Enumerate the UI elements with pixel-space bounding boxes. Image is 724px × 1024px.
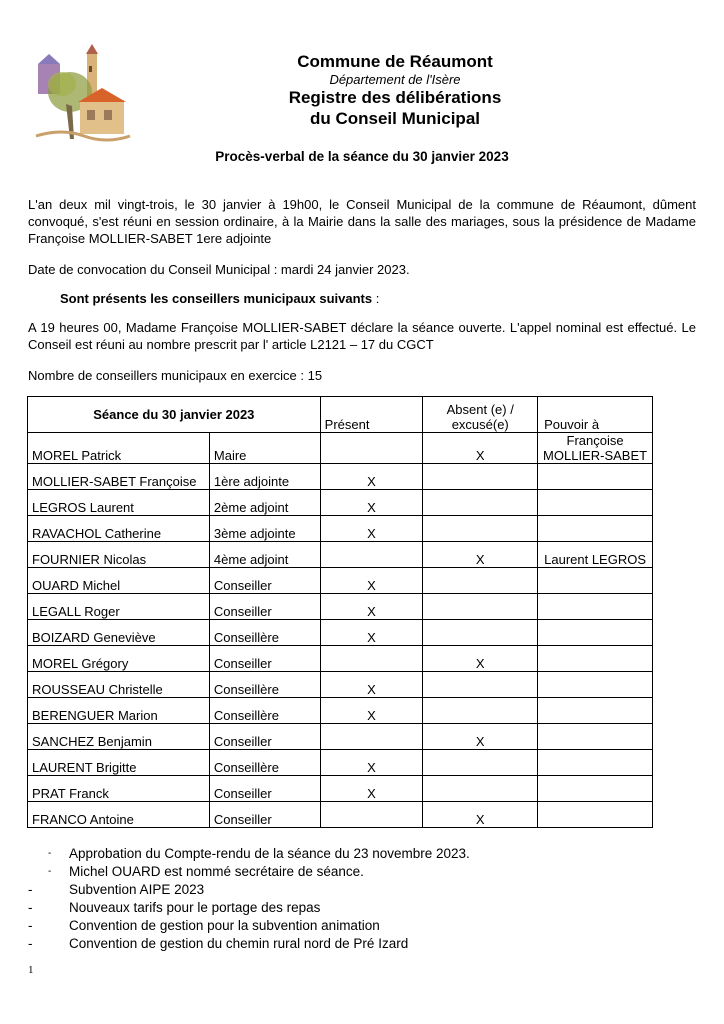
attendance-table [27,396,653,828]
header-absent [423,397,538,433]
agenda-bullet: - [28,882,33,897]
member-role: 3ème adjointe [209,516,320,542]
member-name: FOURNIER Nicolas [28,542,210,568]
presents-heading [60,290,724,307]
member-name: BERENGUER Marion [28,698,210,724]
header-seance: Séance du 30 janvier 2023 [28,397,321,433]
member-role: Conseiller [209,776,320,802]
document-header [240,52,550,129]
departement-name: Département de l'Isère [329,72,461,87]
present-mark: X [320,594,423,620]
absent-mark: X [423,724,538,750]
table-row [28,620,653,646]
pouvoir-to [538,568,653,594]
pouvoir-to [538,776,653,802]
agenda-bullet: - [48,848,52,859]
absent-mark [423,750,538,776]
pouvoir-to [538,464,653,490]
agenda-bullet: - [48,866,52,877]
table-row [28,698,653,724]
agenda-list [28,845,470,953]
present-mark [320,802,423,828]
table-row [28,802,653,828]
member-name: ROUSSEAU Christelle [28,672,210,698]
table-row [28,672,653,698]
convocation-date: Date de convocation du Conseil Municipal : mardi 24 janvier 2023. [28,262,410,277]
table-row [28,750,653,776]
present-mark: X [320,672,423,698]
absent-mark: X [423,542,538,568]
member-role: Conseillère [209,750,320,776]
header-present: Présent [320,397,423,433]
pouvoir-to [538,490,653,516]
table-row [28,490,653,516]
agenda-text: Subvention AIPE 2023 [69,882,205,897]
pouvoir-to [538,724,653,750]
member-role: 2ème adjoint [209,490,320,516]
agenda-text: Nouveaux tarifs pour le portage des repas [69,900,321,915]
member-role: 4ème adjoint [209,542,320,568]
member-role: Conseiller [209,568,320,594]
present-mark [320,433,423,464]
member-role: Conseillère [209,698,320,724]
pouvoir-to [538,646,653,672]
member-name: LEGALL Roger [28,594,210,620]
table-row [28,464,653,490]
present-mark [320,542,423,568]
agenda-item [28,863,470,881]
table-row [28,433,653,464]
agenda-text: Convention de gestion du chemin rural nord de Pré Izard [69,936,409,951]
commune-name: Commune de Réaumont [297,52,493,71]
pouvoir-to [538,594,653,620]
absent-mark [423,568,538,594]
pouvoir-to: Françoise MOLLIER-SABET [538,433,653,464]
agenda-bullet: - [28,900,33,915]
pouvoir-to [538,802,653,828]
agenda-bullet: - [28,936,33,951]
member-name: BOIZARD Geneviève [28,620,210,646]
member-name: RAVACHOL Catherine [28,516,210,542]
absent-mark [423,672,538,698]
table-header-row [28,397,653,433]
present-mark: X [320,776,423,802]
member-role: Conseiller [209,646,320,672]
member-role: Conseillère [209,620,320,646]
presents-label: Sont présents les conseillers municipaux suivants [60,291,373,306]
member-role: Conseiller [209,724,320,750]
agenda-text: Approbation du Compte-rendu de la séance du 23 novembre 2023. [69,846,470,861]
member-role: Conseiller [209,594,320,620]
member-name: MOREL Patrick [28,433,210,464]
table-row [28,542,653,568]
table-row [28,776,653,802]
present-mark: X [320,516,423,542]
pouvoir-to [538,620,653,646]
table-row [28,594,653,620]
registre-title-line2: du Conseil Municipal [309,109,480,128]
absent-mark: X [423,802,538,828]
page-number: 1 [28,964,34,976]
table-row [28,516,653,542]
present-mark: X [320,620,423,646]
absent-mark [423,776,538,802]
member-role: Maire [209,433,320,464]
absent-mark [423,594,538,620]
member-name: MOREL Grégory [28,646,210,672]
absent-mark [423,698,538,724]
pouvoir-to: Laurent LEGROS [538,542,653,568]
agenda-text: Michel OUARD est nommé secrétaire de séance. [69,864,364,879]
member-role: Conseiller [209,802,320,828]
absent-mark [423,516,538,542]
header-absent-l1: Absent (e) / [446,402,514,417]
nombre-conseillers: Nombre de conseillers municipaux en exercice : 15 [28,368,323,383]
registre-title-line1: Registre des délibérations [288,88,502,107]
member-name: SANCHEZ Benjamin [28,724,210,750]
pouvoir-to [538,516,653,542]
agenda-item [28,917,470,935]
member-role: 1ère adjointe [209,464,320,490]
table-row [28,646,653,672]
member-name: LEGROS Laurent [28,490,210,516]
table-row [28,568,653,594]
agenda-item [28,899,470,917]
table-row [28,724,653,750]
pouvoir-to [538,698,653,724]
header-absent-l2: excusé(e) [451,417,509,432]
present-mark: X [320,698,423,724]
present-mark [320,724,423,750]
ouverture-paragraph: A 19 heures 00, Madame Françoise MOLLIER-SABET déclare la séance ouverte. L'appel nominal est effectué. Le Conseil est réuni au nombre prescrit par l' article L2121 – 17 du CGCT [28,320,696,352]
village-watercolor-logo [32,44,132,144]
presents-colon: : [372,291,380,306]
member-name: OUARD Michel [28,568,210,594]
intro-paragraph: L'an deux mil vingt-trois, le 30 janvier à 19h00, le Conseil Municipal de la commune de Réaumont, dûment convoqué, s'est réuni en session ordinaire, à la Mairie dans la salle des mariages, sous la présidence de Madame Françoise MOLLIER-SABET 1ere adjointe [28,197,696,246]
agenda-item [28,935,470,953]
member-role: Conseillère [209,672,320,698]
present-mark: X [320,568,423,594]
absent-mark [423,620,538,646]
present-mark [320,646,423,672]
pouvoir-to [538,672,653,698]
agenda-text: Convention de gestion pour la subvention animation [69,918,380,933]
absent-mark: X [423,433,538,464]
present-mark: X [320,750,423,776]
agenda-item [28,845,470,863]
member-name: MOLLIER-SABET Françoise [28,464,210,490]
member-name: FRANCO Antoine [28,802,210,828]
header-pouvoir: Pouvoir à [538,397,653,433]
agenda-bullet: - [28,918,33,933]
absent-mark [423,464,538,490]
absent-mark: X [423,646,538,672]
absent-mark [423,490,538,516]
present-mark: X [320,490,423,516]
agenda-item [28,881,470,899]
present-mark: X [320,464,423,490]
pouvoir-to [538,750,653,776]
member-name: PRAT Franck [28,776,210,802]
proces-verbal-title: Procès-verbal de la séance du 30 janvier 2023 [215,149,509,164]
member-name: LAURENT Brigitte [28,750,210,776]
